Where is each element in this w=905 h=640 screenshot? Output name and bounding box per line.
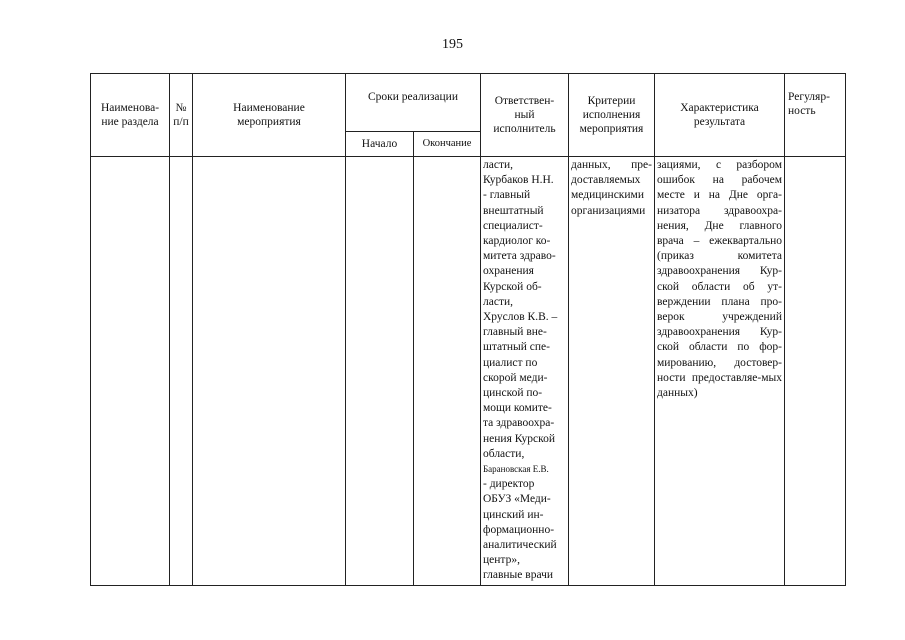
cell-measure-name [193, 157, 346, 586]
plan-table [90, 73, 846, 586]
responsible-line: охранения [483, 265, 534, 278]
header-responsible: Ответствен- ный исполнитель [481, 74, 569, 157]
responsible-line: - директор [483, 478, 535, 491]
cell-regularity [785, 157, 846, 586]
responsible-line: кардиолог ко- [483, 235, 551, 248]
responsible-text-continued [483, 477, 566, 583]
responsible-line: Хруслов К.В. – [483, 311, 558, 324]
responsible-line: Курской об- [483, 280, 542, 293]
responsible-line: специалист- [483, 219, 543, 232]
cell-responsible [481, 157, 569, 586]
cell-section-name [91, 157, 170, 586]
cell-criteria: данных, пре-доставляемых медицинскими организациями [569, 157, 655, 586]
header-start: Начало [346, 132, 414, 157]
responsible-line: та здравоохра- [483, 417, 555, 430]
responsible-line: скорой меди- [483, 371, 548, 384]
responsible-line: области, [483, 447, 525, 460]
responsible-line: ласти, [483, 295, 514, 308]
header-result-characteristic: Характеристика результата [655, 74, 785, 157]
responsible-line: центр», [483, 554, 520, 567]
responsible-line: циалист по [483, 356, 538, 369]
responsible-line: - главный [483, 189, 531, 202]
cell-item-number [170, 157, 193, 586]
responsible-line: Курбаков Н.Н. [483, 174, 554, 187]
responsible-line: внештатный [483, 204, 544, 217]
responsible-line: главные врачи [483, 569, 554, 582]
cell-start [346, 157, 414, 586]
responsible-line: нения Курской [483, 432, 556, 445]
header-implementation-period: Сроки реализации [346, 74, 481, 132]
header-regularity: Регуляр- ность [785, 74, 846, 157]
responsible-text [483, 158, 566, 462]
responsible-line: цинский ин- [483, 508, 544, 521]
responsible-line: ОБУЗ «Меди- [483, 493, 551, 506]
cell-result-characteristic: зациями, с разбором ошибок на рабочем месте и на Дне орга-низатора здравоохра-нения, Дне главного врача – ежеквартально (приказ комитета здравоохранения Кур-ской области об ут-верждении плана про-верок учреждений здравоохранения Кур-ской области по фор-мированию, достовер-ности предоставляе-мых данных) [655, 157, 785, 586]
page-number: 195 [442, 37, 463, 52]
cell-end [414, 157, 481, 586]
header-end: Окончание [414, 132, 481, 157]
responsible-line: мощи комите- [483, 402, 552, 415]
responsible-line: формационно- [483, 523, 555, 536]
header-item-number: № п/п [170, 74, 193, 157]
responsible-line: цинской по- [483, 387, 543, 400]
responsible-line: митета здраво- [483, 250, 556, 263]
responsible-line: аналитический [483, 539, 557, 552]
responsible-name-small: Барановская Е.В. [483, 464, 549, 475]
header-section-name: Наименова- ние раздела [91, 74, 170, 157]
responsible-line: штатный спе- [483, 341, 550, 354]
header-measure-name: Наименование мероприятия [193, 74, 346, 157]
responsible-line: ласти, [483, 159, 514, 171]
header-criteria: Критерии исполнения мероприятия [569, 74, 655, 157]
responsible-line: главный вне- [483, 326, 547, 339]
